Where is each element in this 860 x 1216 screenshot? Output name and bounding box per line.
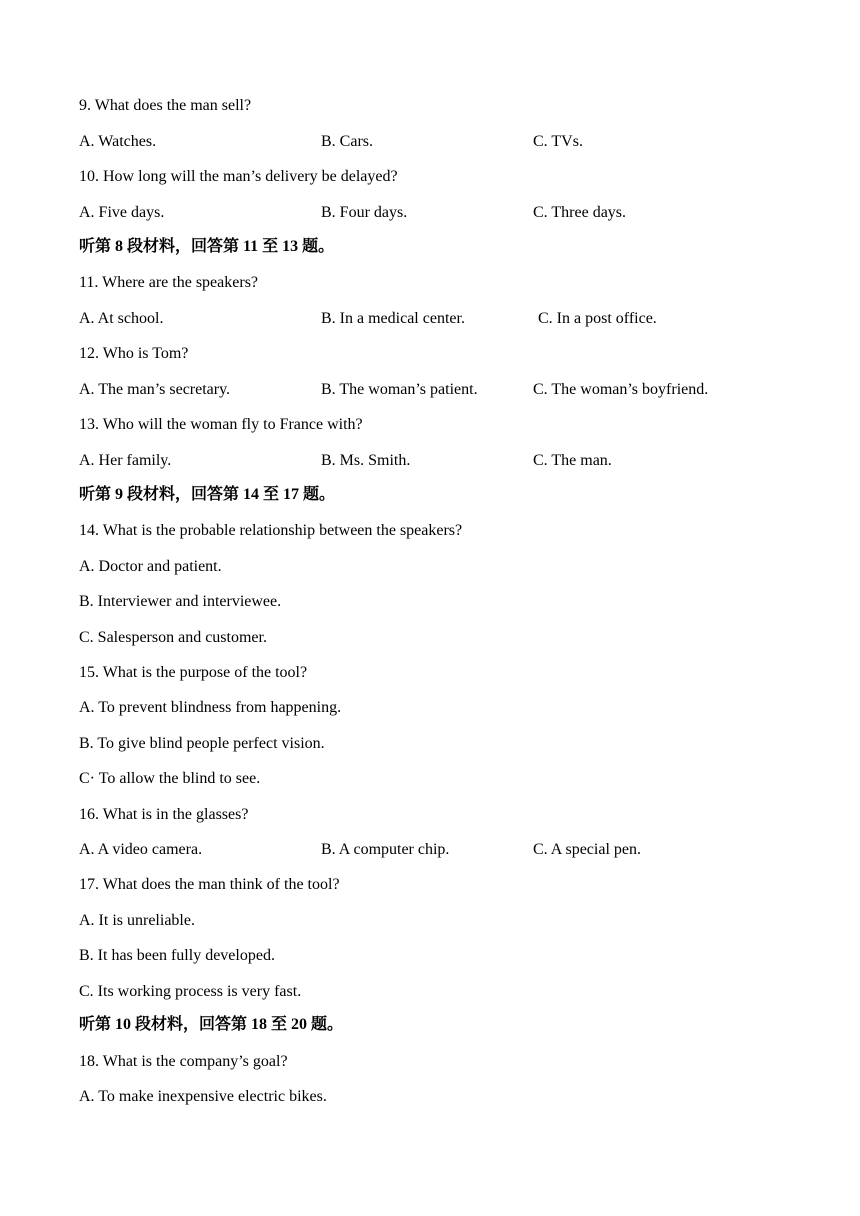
q14-option-a: A. Doctor and patient.	[79, 558, 222, 575]
question-17: 17. What does the man think of the tool?	[79, 876, 340, 893]
q16-option-b: B. A computer chip.	[321, 841, 450, 858]
q10-option-c: C. Three days.	[533, 204, 627, 221]
q17-option-a: A. It is unreliable.	[79, 912, 195, 929]
question-15: 15. What is the purpose of the tool?	[79, 664, 308, 681]
section-heading-9: 听第 9 段材料，回答第 14 至 17 题。	[79, 486, 336, 503]
q17-option-c: C. Its working process is very fast.	[79, 983, 302, 1000]
q14-option-b: B. Interviewer and interviewee.	[79, 593, 282, 610]
question-10: 10. How long will the man’s delivery be delayed?	[79, 168, 398, 185]
question-13: 13. Who will the woman fly to France with?	[79, 416, 363, 433]
q11-option-c: C. In a post office.	[538, 310, 657, 327]
question-11: 11. Where are the speakers?	[79, 274, 259, 291]
q16-option-a: A. A video camera.	[79, 841, 203, 858]
q10-option-b: B. Four days.	[321, 204, 408, 221]
question-14: 14. What is the probable relationship between the speakers?	[79, 522, 463, 539]
q12-option-a: A. The man’s secretary.	[79, 381, 231, 398]
question-18: 18. What is the company’s goal?	[79, 1053, 288, 1070]
q16-option-c: C. A special pen.	[533, 841, 641, 858]
q12-option-b: B. The woman’s patient.	[321, 381, 478, 398]
q15-option-a: A. To prevent blindness from happening.	[79, 699, 342, 716]
q13-option-b: B. Ms. Smith.	[321, 452, 411, 469]
question-16: 16. What is in the glasses?	[79, 806, 249, 823]
q10-option-a: A. Five days.	[79, 204, 165, 221]
q15-option-c: C· To allow the blind to see.	[79, 770, 261, 787]
q13-option-c: C. The man.	[533, 452, 612, 469]
q12-option-c: C. The woman’s boyfriend.	[533, 381, 709, 398]
q13-option-a: A. Her family.	[79, 452, 172, 469]
section-heading-10: 听第 10 段材料，回答第 18 至 20 题。	[79, 1016, 344, 1033]
q17-option-b: B. It has been fully developed.	[79, 947, 275, 964]
question-12: 12. Who is Tom?	[79, 345, 189, 362]
section-heading-8: 听第 8 段材料，回答第 11 至 13 题。	[79, 238, 335, 255]
question-9: 9. What does the man sell?	[79, 97, 252, 114]
q11-option-b: B. In a medical center.	[321, 310, 465, 327]
q9-option-b: B. Cars.	[321, 133, 373, 150]
q9-option-a: A. Watches.	[79, 133, 157, 150]
q9-option-c: C. TVs.	[533, 133, 583, 150]
q11-option-a: A. At school.	[79, 310, 164, 327]
q15-option-b: B. To give blind people perfect vision.	[79, 735, 325, 752]
q14-option-c: C. Salesperson and customer.	[79, 629, 267, 646]
q18-option-a: A. To make inexpensive electric bikes.	[79, 1088, 327, 1105]
